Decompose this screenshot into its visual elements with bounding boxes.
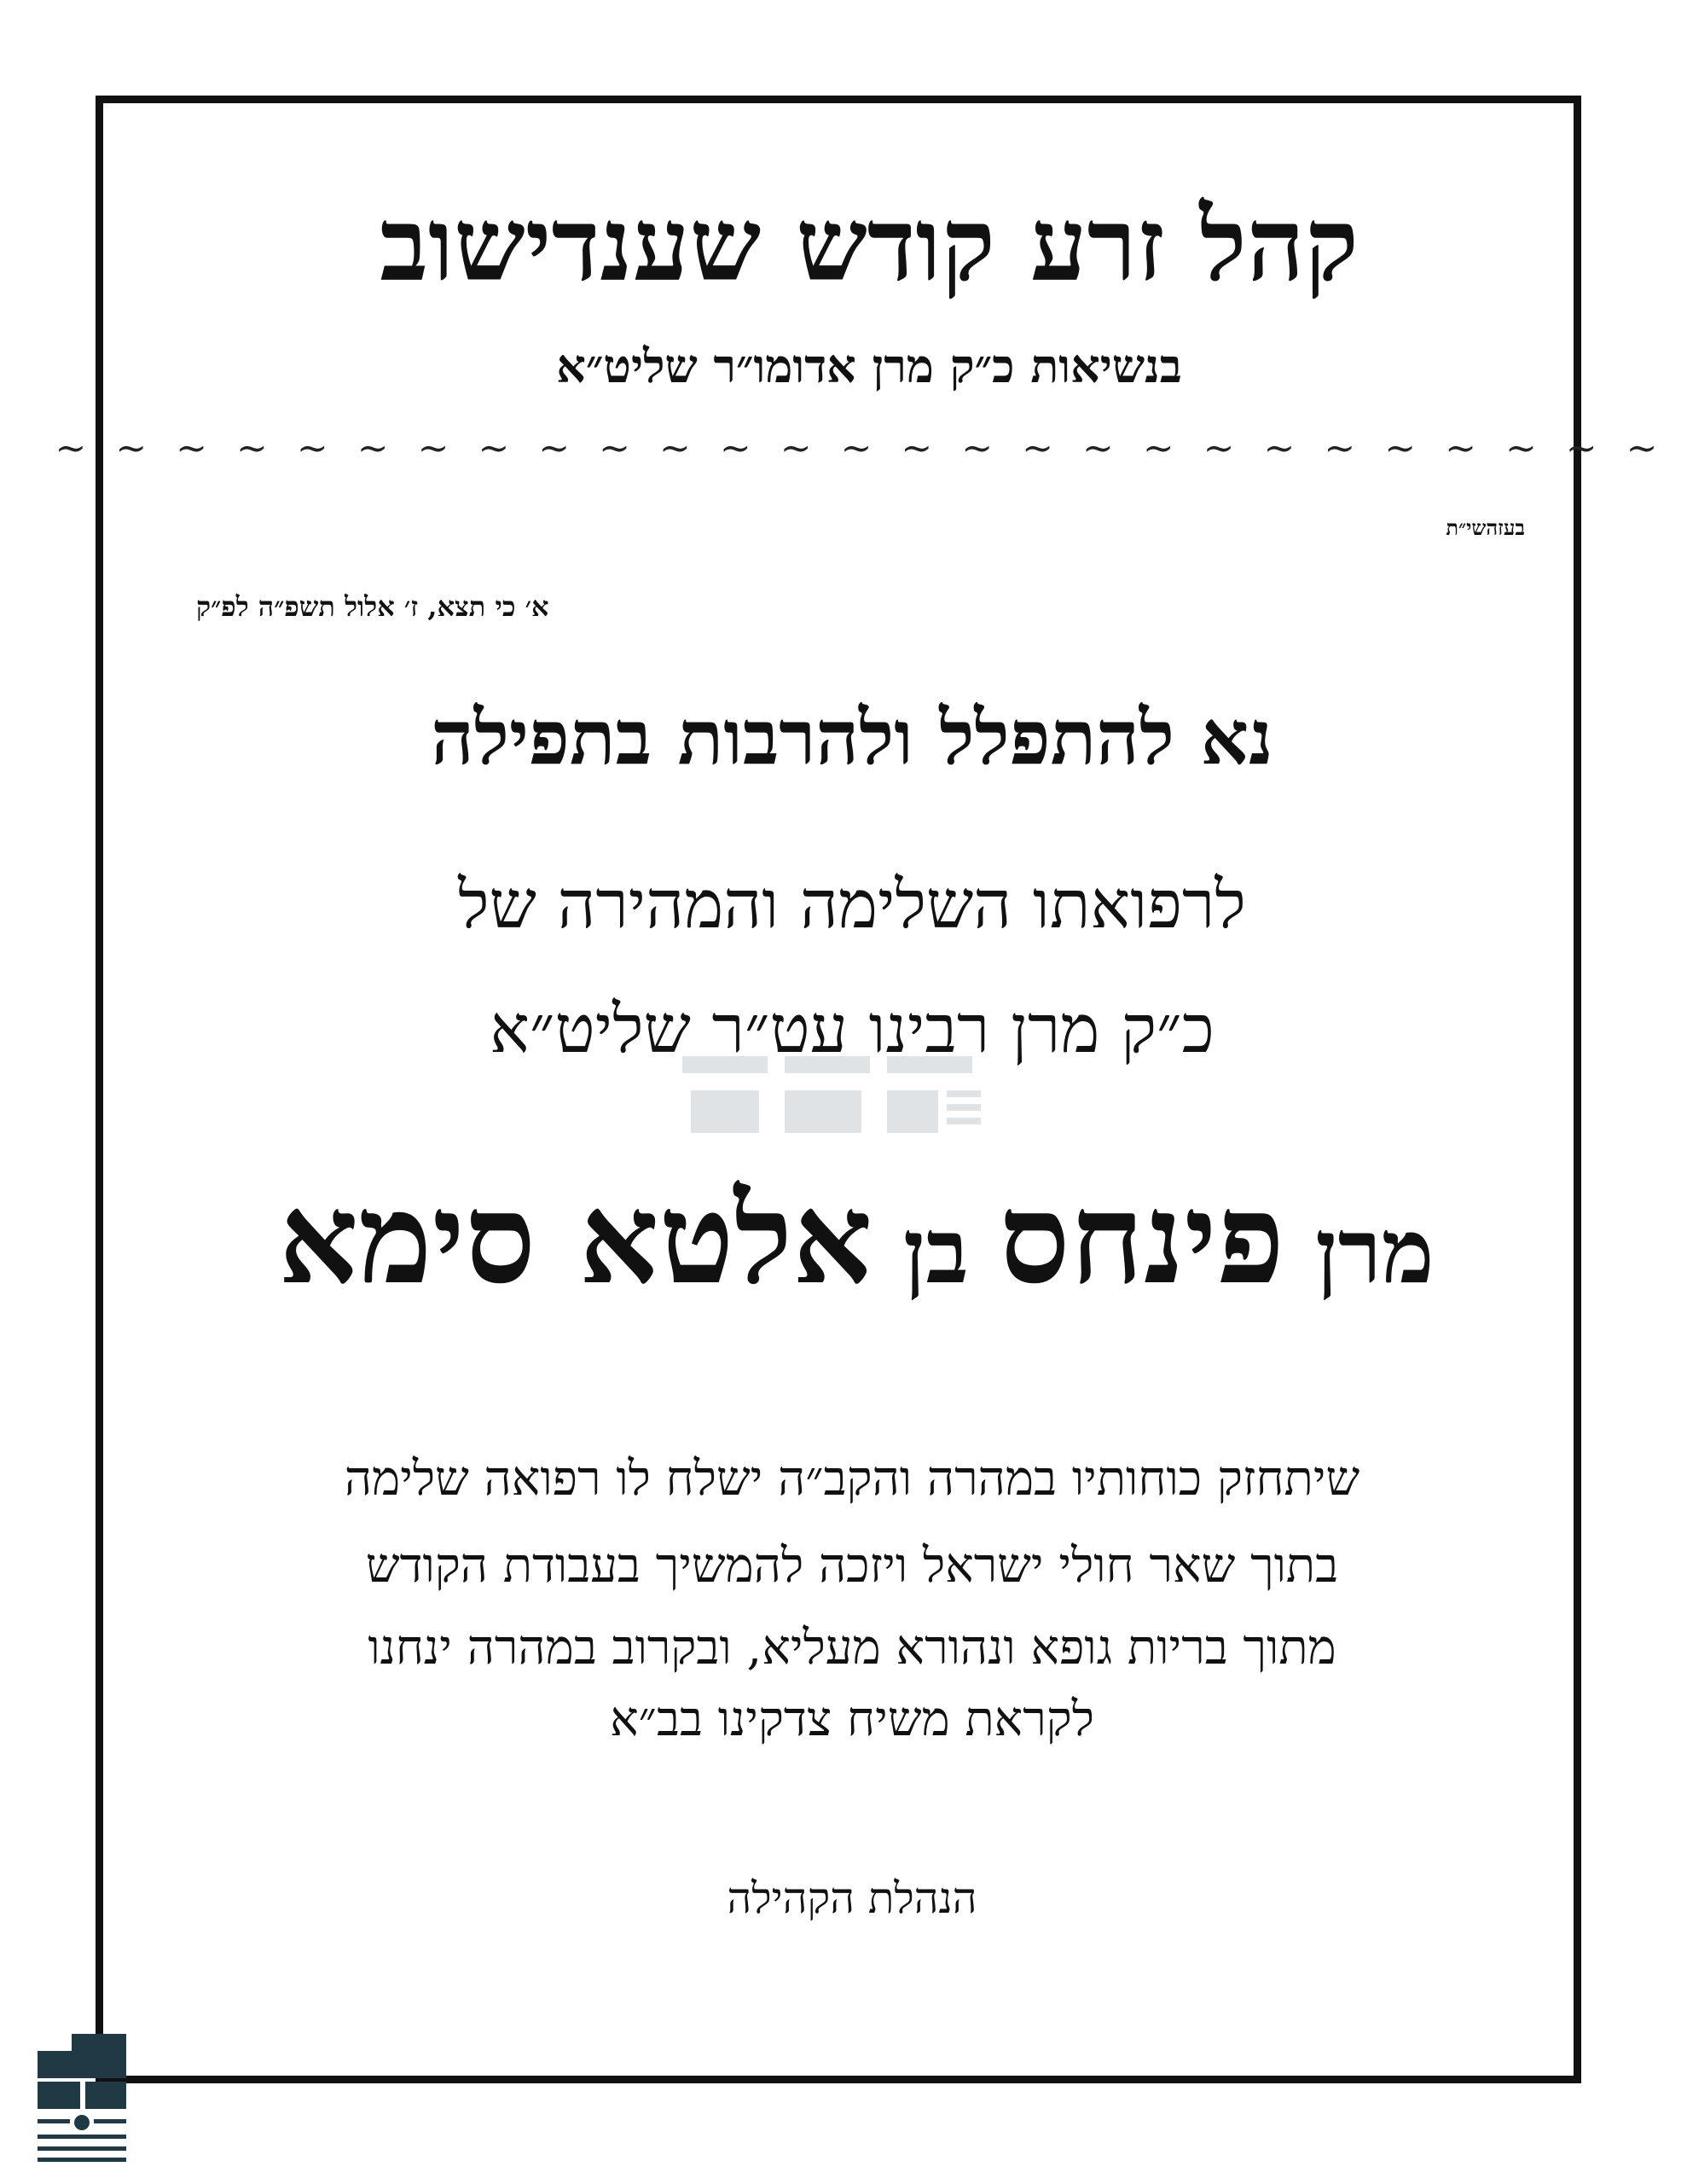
healing-request-line-2: כ״ק מרן רבינו עט״ר שליט״א xyxy=(490,991,1215,1068)
healing-request-line-1: לרפואתו השלימה והמהירה של xyxy=(458,867,1246,944)
patient-name-line xyxy=(13,1166,1687,1312)
mother-name: אלטא סימא xyxy=(278,1166,872,1312)
patient-first-name: פינחס xyxy=(999,1166,1285,1312)
decorative-tilde-divider: ~ ~ ~ ~ ~ ~ ~ ~ ~ ~ ~ ~ ~ ~ ~ ~ ~ ~ ~ ~ ~ ~ ~ ~ ~ ~ ~ xyxy=(55,427,1667,470)
name-connector: בן xyxy=(902,1199,969,1304)
community-management-signature: הנהלת הקהילה xyxy=(727,1873,977,1923)
prayer-call-heading: נא להתפלל ולהרבות בתפילה xyxy=(431,693,1273,781)
body-text-line-1: שיתחזק כוחותיו במהרה והקב״ה ישלח לו רפואה שלימה xyxy=(344,1451,1360,1507)
body-text-line-3: מתוך בריות גופא ונהורא מעליא, ובקרוב במהרה ינחנו xyxy=(368,1620,1336,1676)
publisher-logo-icon xyxy=(38,2034,126,2162)
leadership-subtitle: בנשיאות כ״ק מרן אדומו״ר שליט״א xyxy=(556,339,1182,393)
corner-blessing-mark: בעזהשי״ת xyxy=(1446,515,1525,540)
body-text-line-4: לקראת משיח צדקינו בב״א xyxy=(610,1692,1094,1747)
watermark-logo xyxy=(674,1039,998,1167)
name-prefix: מרן xyxy=(1315,1199,1435,1304)
community-name-title: קהל זרע קודש שענדישוב xyxy=(380,185,1359,304)
hebrew-date: א׳ כי תצא, ז׳ אלול תשפ״ה לפ״ק xyxy=(196,590,549,623)
body-text-line-2: בתוך שאר חולי ישראל ויזכה להמשיך בעבודת הקודש xyxy=(365,1538,1339,1594)
